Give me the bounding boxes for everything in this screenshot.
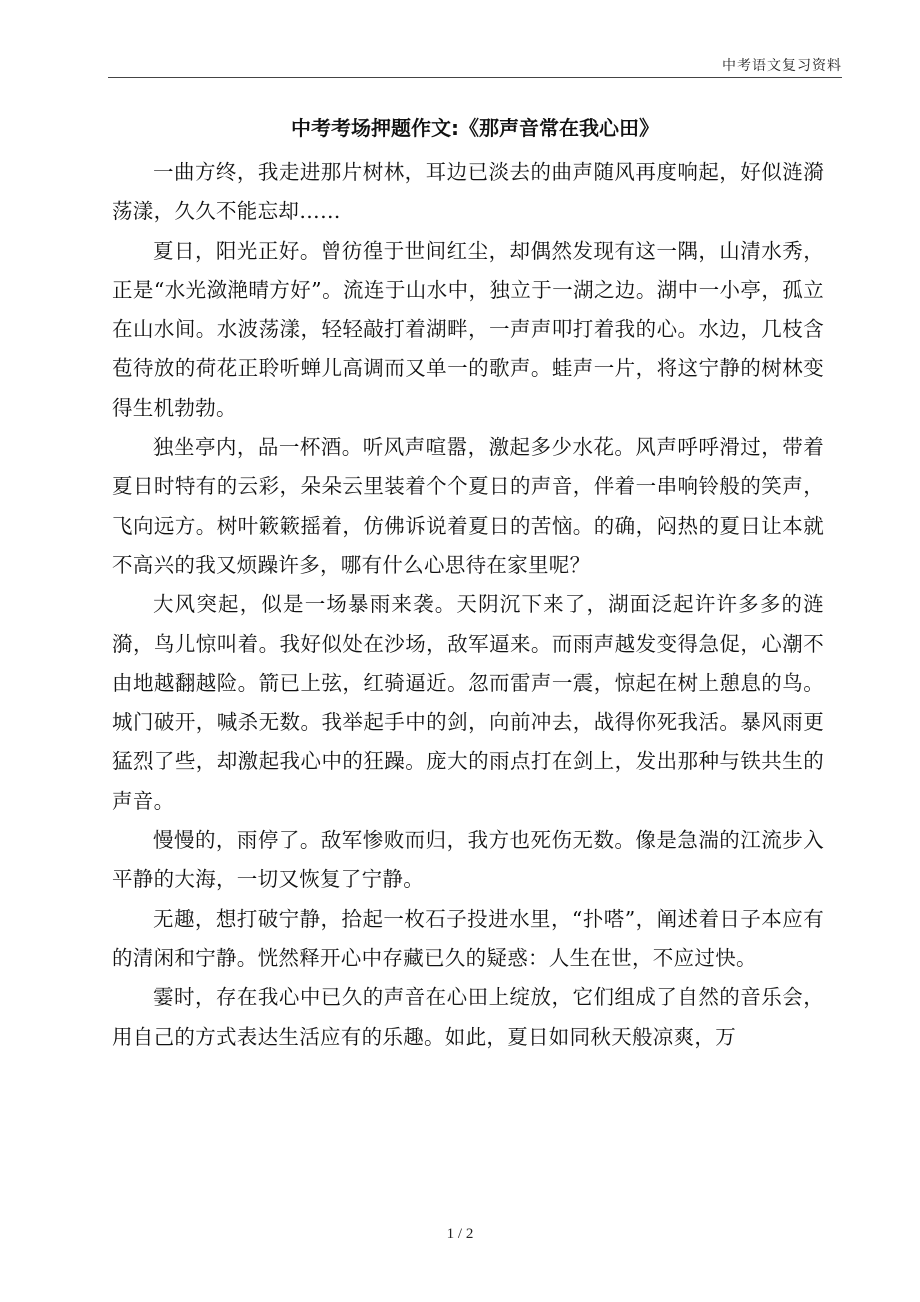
paragraph: 一曲方终，我走进那片树林，耳边已淡去的曲声随风再度响起，好似涟漪荡漾，久久不能忘却…… [112, 160, 824, 224]
header-divider [108, 77, 842, 78]
document-body [112, 153, 824, 1057]
page-number: 1 / 2 [446, 1226, 474, 1242]
paragraph: 大风突起，似是一场暴雨来袭。天阴沉下来了，湖面泛起许许多多的涟漪，鸟儿惊叫着。我好似处在沙场，敌军逼来。而雨声越发变得急促，心潮不由地越翻越险。箭已上弦，红骑逼近。忽而雷声一震，惊起在树上憩息的鸟。城门破开，喊杀无数。我举起手中的剑，向前冲去，战得你死我活。暴风雨更猛烈了些，却激起我心中的狂躁。庞大的雨点打在剑上，发出那种与铁共生的声音。 [112, 592, 824, 813]
paragraph: 独坐亭内，品一杯酒。听风声喧嚣，激起多少水花。风声呼呼滑过，带着夏日时特有的云彩，朵朵云里装着个个夏日的声音，伴着一串响铃般的笑声，飞向远方。树叶簌簌摇着，仿佛诉说着夏日的苦恼。的确，闷热的夏日让本就不高兴的我又烦躁许多，哪有什么心思待在家里呢？ [112, 435, 824, 577]
header-label: 中考语文复习资料 [722, 58, 842, 74]
paragraph: 霎时，存在我心中已久的声音在心田上绽放，它们组成了自然的音乐会，用自己的方式表达生活应有的乐趣。如此，夏日如同秋天般凉爽，万 [112, 985, 824, 1049]
paragraph: 无趣，想打破宁静，拾起一枚石子投进水里，“扑嗒”，阐述着日子本应有的清闲和宁静。恍然释开心中存藏已久的疑惑：人生在世，不应过快。 [112, 906, 824, 970]
paragraph: 慢慢的，雨停了。敌军惨败而归，我方也死伤无数。像是急湍的江流步入平静的大海，一切又恢复了宁静。 [112, 828, 824, 892]
document-title: 中考考场押题作文:《那声音常在我心田》 [291, 116, 659, 140]
paragraph: 夏日，阳光正好。曾彷徨于世间红尘，却偶然发现有这一隅，山清水秀，正是“水光潋滟晴方好”。流连于山水中，独立于一湖之边。湖中一小亭，孤立在山水间。水波荡漾，轻轻敲打着湖畔，一声声叩打着我的心。水边，几枝含苞待放的荷花正聆听蝉儿高调而又单一的歌声。蛙声一片，将这宁静的树林变得生机勃勃。 [112, 238, 824, 420]
